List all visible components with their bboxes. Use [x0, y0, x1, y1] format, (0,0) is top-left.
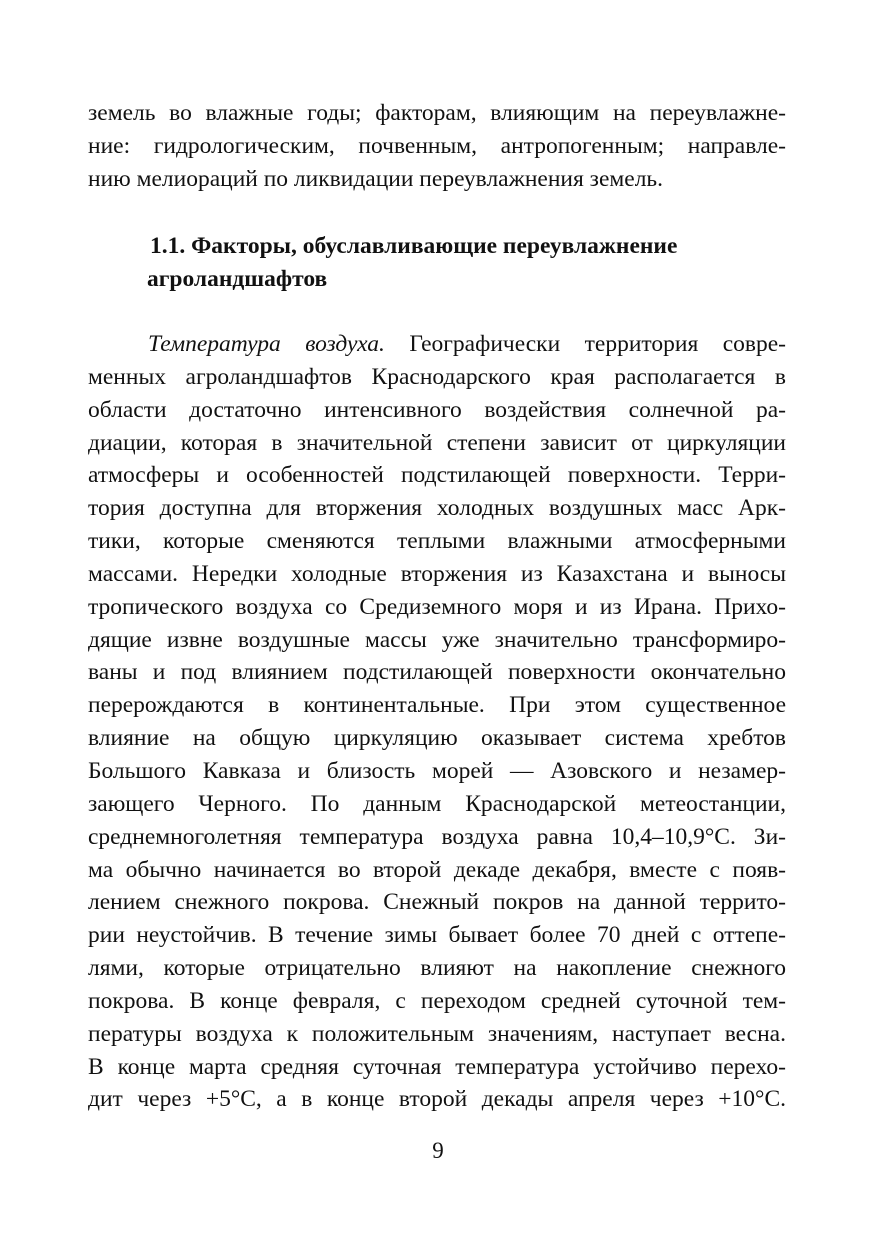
body-line: дит через +5°С, а в конце второй декады апреля через +10°С. [88, 1086, 786, 1113]
body-line: покрова. В конце февраля, с переходом средней суточной тем- [88, 987, 786, 1014]
body-line: диации, которая в значительной степени зависит от циркуляции [88, 429, 786, 456]
section-heading [147, 230, 790, 296]
italic-lead-in: Температура воздуха. [148, 331, 385, 357]
body-line: области достаточно интенсивного воздействия солнечной ра- [88, 396, 786, 423]
body-first-line-rest: Географически территория совре- [384, 331, 787, 357]
body-line: зающего Черного. По данным Краснодарской метеостанции, [88, 790, 786, 817]
body-line: массами. Нередки холодные вторжения из Казахстана и выносы [88, 560, 786, 587]
body-line: пературы воздуха к положительным значениям, наступает весна. [88, 1020, 786, 1047]
body-line: лями, которые отрицательно влияют на накопление снежного [88, 955, 786, 982]
body-line: ваны и под влиянием подстилающей поверхности окончательно [88, 659, 786, 686]
body-line: рии неустойчив. В течение зимы бывает более 70 дней с оттепе- [88, 922, 786, 949]
body-line: тики, которые сменяются теплыми влажными атмосферными [88, 528, 786, 555]
body-line: дящие извне воздушные массы уже значительно трансформиро- [88, 626, 786, 653]
intro-paragraph [88, 97, 786, 196]
body-line: ма обычно начинается во второй декаде декабря, вместе с появ- [88, 856, 786, 883]
section-heading-line: 1.1. Факторы, обуславливающие переувлажнение [150, 233, 678, 259]
body-line: Большого Кавказа и близость морей — Азовского и незамер- [88, 757, 786, 784]
body-line: В конце марта средняя суточная температура устойчиво перехо- [88, 1053, 786, 1080]
body-line: перерождаются в континентальные. При этом существенное [88, 692, 786, 719]
intro-line: нию мелиораций по ликвидации переувлажнения земель. [88, 165, 664, 192]
body-line: атмосферы и особенностей подстилающей поверхности. Терри- [88, 462, 786, 489]
body-first-line [88, 328, 786, 361]
intro-line: ние: гидрологическим, почвенным, антропогенным; направле- [88, 132, 786, 159]
body-line: тория доступна для вторжения холодных воздушных масс Арк- [88, 495, 786, 522]
body-line: влияние на общую циркуляцию оказывает система хребтов [88, 725, 786, 752]
page-number: 9 [432, 1138, 444, 1163]
body-line: лением снежного покрова. Снежный покров на данной террито- [88, 889, 786, 916]
body-line: менных агроландшафтов Краснодарского края располагается в [88, 363, 786, 390]
intro-line: земель во влажные годы; факторам, влияющим на переувлажне- [88, 100, 786, 126]
body-line: тропического воздуха со Средиземного моря и из Ирана. Прихо- [88, 593, 786, 620]
body-line: среднемноголетняя температура воздуха равна 10,4–10,9°С. Зи- [88, 823, 786, 850]
section-heading-line: агроландшафтов [147, 266, 328, 292]
body-paragraph [88, 328, 786, 1116]
